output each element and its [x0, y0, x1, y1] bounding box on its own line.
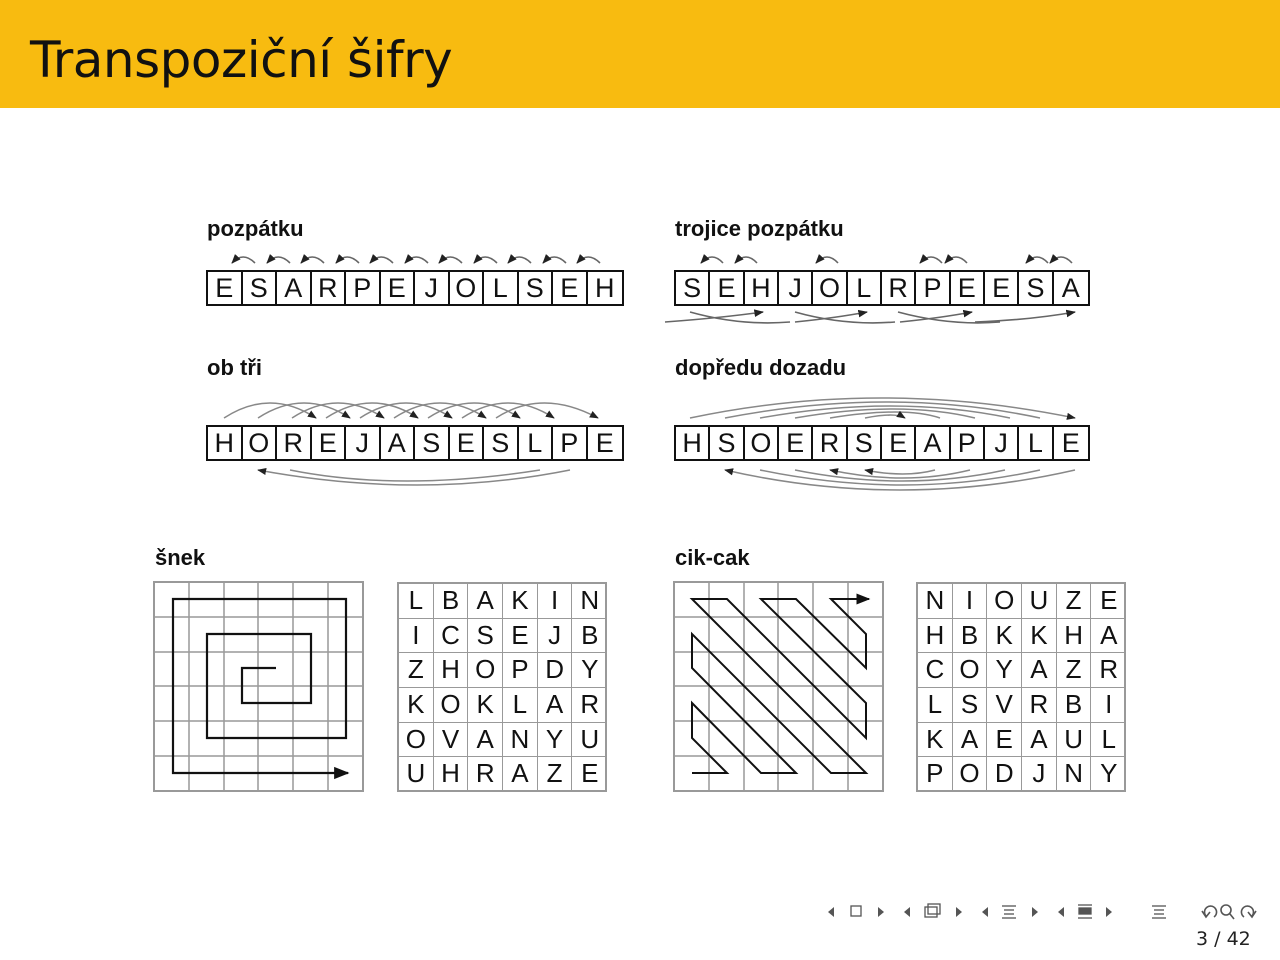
grid-letter-cell: A: [1022, 723, 1057, 758]
grid-letter-cell: K: [468, 688, 503, 723]
grid-letter-cell: O: [953, 757, 988, 792]
grid-letter-cell: V: [987, 688, 1022, 723]
label-pozpatku: pozpátku: [207, 216, 304, 241]
letter-cell: E: [312, 427, 347, 459]
label-snek: šnek: [155, 545, 206, 570]
slide-title: Transpoziční šifry: [30, 31, 453, 89]
grid-letter-cell: L: [918, 688, 953, 723]
letter-cell: O: [813, 272, 847, 304]
letter-cell: J: [779, 272, 813, 304]
grid-letter-cell: O: [953, 653, 988, 688]
letter-cell: J: [346, 427, 381, 459]
nav-prev-icon[interactable]: [982, 907, 988, 917]
grid-letter-cell: Z: [1057, 653, 1092, 688]
title-bar: [0, 0, 1280, 108]
align-icon[interactable]: [1152, 906, 1166, 918]
letter-cell: L: [484, 272, 519, 304]
grid-letter-cell: V: [434, 723, 469, 758]
grid-letter-cell: K: [1022, 619, 1057, 654]
letter-cell: A: [381, 427, 416, 459]
label-dopredu: dopředu dozadu: [675, 355, 847, 380]
grid-letter-cell: I: [538, 584, 573, 619]
cikcak-path-grid: [674, 582, 883, 791]
strip-pozpatku: [206, 270, 624, 306]
letter-cell: S: [710, 427, 744, 459]
nav-next-icon[interactable]: [1106, 907, 1112, 917]
grid-letter-cell: S: [468, 619, 503, 654]
letter-cell: S: [1019, 272, 1053, 304]
grid-letter-cell: K: [918, 723, 953, 758]
grid-letter-cell: P: [503, 653, 538, 688]
letter-cell: E: [381, 272, 416, 304]
grid-letter-cell: I: [399, 619, 434, 654]
grid-letter-cell: B: [434, 584, 469, 619]
grid-letter-cell: Y: [572, 653, 607, 688]
letter-cell: P: [916, 272, 950, 304]
grid-letter-cell: L: [1091, 723, 1126, 758]
letter-cell: R: [277, 427, 312, 459]
grid-letter-cell: E: [503, 619, 538, 654]
grid-letter-cell: J: [538, 619, 573, 654]
grid-letter-cell: I: [1091, 688, 1126, 723]
letter-cell: H: [745, 272, 779, 304]
letter-cell: P: [553, 427, 588, 459]
snek-letter-grid: [397, 582, 607, 792]
letter-cell: H: [595, 273, 615, 303]
grid-letter-cell: A: [953, 723, 988, 758]
grid-letter-cell: C: [918, 653, 953, 688]
page-number: 3 / 42: [1196, 928, 1251, 950]
nav-next-icon[interactable]: [1032, 907, 1038, 917]
letter-cell: L: [519, 427, 554, 459]
letter-cell: L: [848, 272, 882, 304]
grid-letter-cell: Z: [1057, 584, 1092, 619]
grid-letter-cell: I: [953, 584, 988, 619]
grid-letter-cell: A: [1022, 653, 1057, 688]
letter-cell: O: [450, 272, 485, 304]
letter-cell: E: [985, 272, 1019, 304]
grid-letter-cell: H: [1057, 619, 1092, 654]
navigation-bar: [822, 898, 1272, 926]
grid-letter-cell: B: [953, 619, 988, 654]
grid-letter-cell: Y: [1100, 758, 1118, 789]
nav-next-icon[interactable]: [878, 907, 884, 917]
grid-letter-cell: Z: [538, 757, 573, 792]
grid-letter-cell: B: [572, 619, 607, 654]
grid-letter-cell: O: [399, 723, 434, 758]
nav-prev-icon[interactable]: [1058, 907, 1064, 917]
grid-letter-cell: K: [503, 584, 538, 619]
cikcak-zigzag-arrow: [692, 599, 869, 773]
letter-cell: E: [450, 427, 485, 459]
letter-cell: E: [710, 272, 744, 304]
grid-letter-cell: Y: [987, 653, 1022, 688]
letter-cell: O: [243, 427, 278, 459]
grid-letter-cell: U: [399, 757, 434, 792]
section-list-icon[interactable]: [1078, 905, 1092, 918]
grid-letter-cell: J: [1022, 757, 1057, 792]
letter-cell: E: [779, 427, 813, 459]
grid-letter-cell: A: [1091, 619, 1126, 654]
pozpatku-arrows: [232, 257, 600, 263]
grid-letter-cell: Y: [538, 723, 573, 758]
grid-letter-cell: H: [434, 653, 469, 688]
subsection-icon[interactable]: [925, 904, 940, 917]
grid-letter-cell: U: [1022, 584, 1057, 619]
snek-spiral-arrow: [173, 599, 348, 773]
letter-cell: S: [676, 272, 710, 304]
grid-letter-cell: U: [1057, 723, 1092, 758]
grid-letter-cell: R: [468, 757, 503, 792]
grid-letter-cell: A: [468, 584, 503, 619]
letter-cell: E: [882, 427, 916, 459]
letter-cell: S: [243, 272, 278, 304]
letter-cell: S: [415, 427, 450, 459]
letter-cell: R: [312, 272, 347, 304]
letter-cell: L: [1019, 427, 1053, 459]
strip-dopredu: [674, 425, 1090, 461]
letter-cell: H: [676, 427, 710, 459]
navigation-symbols: [822, 898, 1272, 926]
grid-letter-cell: B: [1057, 688, 1092, 723]
grid-letter-cell: L: [503, 688, 538, 723]
letter-cell: P: [951, 427, 985, 459]
snek-path-grid: [154, 582, 363, 791]
grid-letter-cell: A: [538, 688, 573, 723]
redo-icon[interactable]: [1241, 906, 1256, 917]
letter-cell: J: [985, 427, 1019, 459]
letter-cell: J: [415, 272, 450, 304]
letter-cell: E: [208, 272, 243, 304]
grid-letter-cell: O: [434, 688, 469, 723]
grid-letter-cell: N: [1057, 757, 1092, 792]
frame-icon[interactable]: [851, 906, 861, 916]
letter-cell: E: [1061, 428, 1080, 458]
undo-icon[interactable]: [1202, 906, 1217, 917]
grid-letter-cell: Z: [399, 653, 434, 688]
grid-letter-cell: E: [581, 758, 599, 789]
grid-letter-cell: A: [468, 723, 503, 758]
nav-prev-icon[interactable]: [828, 907, 834, 917]
grid-letter-cell: R: [572, 688, 607, 723]
letter-cell: E: [951, 272, 985, 304]
letter-cell: A: [916, 427, 950, 459]
letter-cell: S: [848, 427, 882, 459]
label-obtri: ob tři: [207, 355, 262, 380]
grid-letter-cell: L: [399, 584, 434, 619]
grid-letter-cell: E: [987, 723, 1022, 758]
nav-prev-icon[interactable]: [904, 907, 910, 917]
nav-next-icon[interactable]: [956, 907, 962, 917]
grid-letter-cell: A: [503, 757, 538, 792]
grid-letter-cell: K: [987, 619, 1022, 654]
section-icon[interactable]: [1002, 906, 1016, 918]
label-trojice: trojice pozpátku: [675, 216, 844, 241]
grid-letter-cell: H: [918, 619, 953, 654]
search-icon[interactable]: [1221, 905, 1234, 919]
grid-letter-cell: C: [434, 619, 469, 654]
letter-cell: O: [745, 427, 779, 459]
grid-letter-cell: D: [987, 757, 1022, 792]
grid-letter-cell: N: [572, 584, 607, 619]
grid-letter-cell: O: [468, 653, 503, 688]
letter-cell: A: [1061, 273, 1080, 303]
grid-letter-cell: O: [987, 584, 1022, 619]
letter-cell: E: [595, 428, 614, 458]
grid-letter-cell: N: [918, 584, 953, 619]
letter-cell: R: [813, 427, 847, 459]
letter-cell: H: [208, 427, 243, 459]
grid-letter-cell: E: [1091, 584, 1126, 619]
grid-letter-cell: N: [503, 723, 538, 758]
grid-letter-cell: U: [572, 723, 607, 758]
grid-letter-cell: S: [953, 688, 988, 723]
letter-cell: S: [484, 427, 519, 459]
grid-letter-cell: R: [1091, 653, 1126, 688]
grid-letter-cell: D: [538, 653, 573, 688]
grid-letter-cell: R: [1022, 688, 1057, 723]
label-cikcak: cik-cak: [675, 545, 750, 570]
grid-letter-cell: H: [434, 757, 469, 792]
grid-letter-cell: P: [918, 757, 953, 792]
strip-trojice: [674, 270, 1090, 306]
letter-cell: S: [519, 272, 554, 304]
letter-cell: P: [346, 272, 381, 304]
letter-cell: A: [277, 272, 312, 304]
cikcak-letter-grid: [916, 582, 1126, 792]
strip-obtri: [206, 425, 624, 461]
grid-letter-cell: K: [399, 688, 434, 723]
letter-cell: R: [882, 272, 916, 304]
letter-cell: E: [553, 272, 588, 304]
